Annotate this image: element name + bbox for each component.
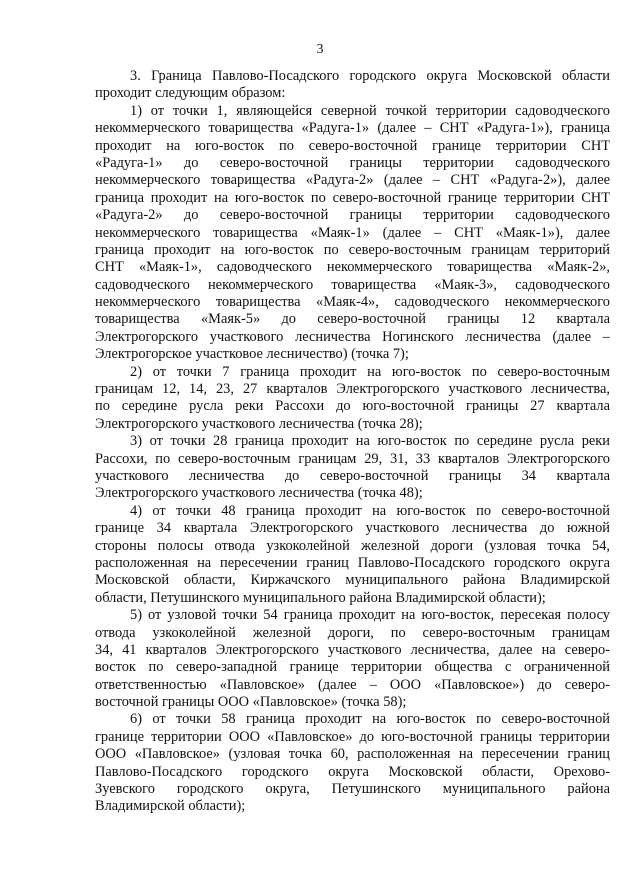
text-line: граница проходит на юго-восток по северо-восточным границам территорий <box>95 241 610 258</box>
text-line: 4) от точки 48 граница проходит на юго-восток по северо-восточной <box>130 502 610 519</box>
text-line: некоммерческого товарищества «Радуга-1» (далее – СНТ «Радуга-1»), граница <box>95 120 610 137</box>
text-line: Электрогорское участковое лесничество) (точка 7); <box>95 346 409 363</box>
text-line: ООО «Павловское» (узловая точка 60, расположенная на пересечении границ <box>95 746 610 763</box>
text-line: расположенная на пересечении границ Павлово-Посадского городского округа <box>95 554 610 571</box>
text-line: границе 34 квартала Электрогорского участкового лесничества до южной <box>95 520 610 537</box>
text-line: границам 12, 14, 23, 27 кварталов Электрогорского участкового лесничества, <box>95 381 610 398</box>
text-line: 1) от точки 1, являющейся северной точкой территории садоводческого <box>130 102 610 119</box>
text-line: стороны полосы отвода узкоколейной железной дороги (узловая точка 54, <box>95 537 610 554</box>
text-line: 34, 41 кварталов Электрогорского участкового лесничества, далее на северо- <box>95 641 610 658</box>
text-line: восточной границы ООО «Павловское» (точка 58); <box>95 694 407 711</box>
text-line: 5) от узловой точки 54 граница проходит на юго-восток, пересекая полосу <box>130 607 610 624</box>
text-line: садоводческого некоммерческого товарищества «Маяк-3», садоводческого <box>95 276 610 293</box>
text-line: 2) от точки 7 граница проходит на юго-восток по северо-восточным <box>130 363 610 380</box>
text-line: 3) от точки 28 граница проходит на юго-восток по середине русла реки <box>130 433 610 450</box>
text-line: 6) от точки 58 граница проходит на юго-восток по северо-восточной <box>130 711 610 728</box>
text-line: Электрогорского участкового лесничества (точка 28); <box>95 415 423 432</box>
text-line: СНТ «Маяк-1», садоводческого некоммерческого товарищества «Маяк-2», <box>95 259 610 276</box>
text-line: товарищества «Маяк-5» до северо-восточной границы 12 квартала <box>95 311 610 328</box>
text-line: некоммерческого товарищества «Радуга-2» (далее – СНТ «Радуга-2»), далее <box>95 172 610 189</box>
text-line: отвода узкоколейной железной дороги, по северо-восточным границам <box>95 624 610 641</box>
text-line: Владимирской области); <box>95 798 246 815</box>
text-line: по середине русла реки Рассохи до юго-восточной границы 27 квартала <box>95 398 610 415</box>
text-line: участкового лесничества до северо-восточной границы 34 квартала <box>95 467 610 484</box>
text-line: некоммерческого товарищества «Маяк-1» (далее – СНТ «Маяк-1»), далее <box>95 224 610 241</box>
text-line: некоммерческого товарищества «Маяк-4», садоводческого некоммерческого <box>95 294 610 311</box>
text-line: Рассохи, по северо-восточным границам 29, 31, 33 кварталов Электрогорского <box>95 450 610 467</box>
page-number: 3 <box>316 42 324 57</box>
text-line: проходит на юго-восток по северо-восточной границе территории СНТ <box>95 137 610 154</box>
text-line: восток по северо-западной границе территории общества с ограниченной <box>95 659 610 676</box>
text-line: 3. Граница Павлово-Посадского городского округа Московской области <box>130 68 610 84</box>
text-line: проходит следующим образом: <box>95 85 286 102</box>
document-body <box>95 68 610 816</box>
text-line: Электрогорского участкового лесничества (точка 48); <box>95 485 423 502</box>
text-line: «Радуга-2» до северо-восточной границы территории садоводческого <box>95 207 610 224</box>
text-line: «Радуга-1» до северо-восточной границы территории садоводческого <box>95 154 610 171</box>
text-line: области, Петушинского муниципального района Владимирской области); <box>95 589 546 606</box>
text-line: Павлово-Посадского городского округа Московской области, Орехово- <box>95 763 610 780</box>
text-line: границе территории ООО «Павловское» до юго-восточной границы территории <box>95 728 610 745</box>
text-line: Электрогорского участкового лесничества Ногинского лесничества (далее – <box>95 328 610 345</box>
text-line: ответственностью «Павловское» (далее – ООО «Павловское») до северо- <box>95 676 610 693</box>
text-line: Московской области, Киржачского муниципального района Владимирской <box>95 572 610 589</box>
text-line: граница проходит на юго-восток по северо-восточной границе территории СНТ <box>95 189 610 206</box>
text-line: Зуевского городского округа, Петушинского муниципального района <box>95 781 610 798</box>
